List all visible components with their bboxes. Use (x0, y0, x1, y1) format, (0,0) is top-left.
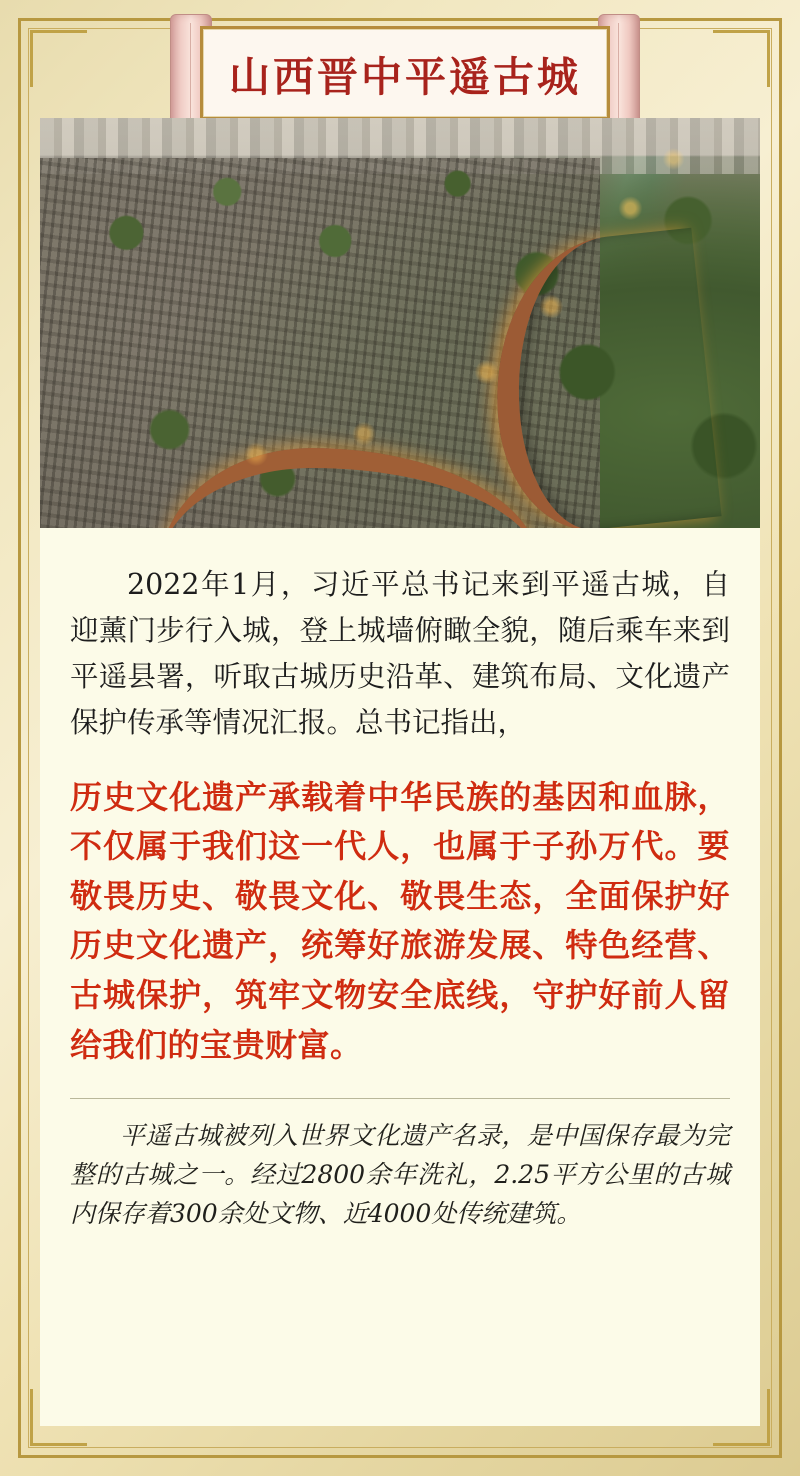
corner-ornament-top-left (30, 30, 87, 87)
lead-paragraph: 2022年1月，习近平总书记来到平遥古城，自迎薰门步行入城，登上城墙俯瞰全貌，随后乘车来到平遥县署，听取古城历史沿革、建筑布局、文化遗产保护传承等情况汇报。总书记指出， (70, 568, 730, 740)
title-banner-body (200, 26, 610, 120)
highlighted-quote: 历史文化遗产承载着中华民族的基因和血脉，不仅属于我们这一代人，也属于子孙万代。要敬畏历史、敬畏文化、敬畏生态，全面保护好历史文化遗产，统筹好旅游发展、特色经营、古城保护，筑牢文物安全底线，守护好前人留给我们的宝贵财富。 (70, 777, 730, 1064)
section-divider (70, 1098, 730, 1099)
hero-photo-image (40, 118, 760, 528)
corner-ornament-top-right (713, 30, 770, 87)
footnote-paragraph: 平遥古城被列入世界文化遗产名录，是中国保存最为完整的古城之一。经过2800余年洗礼，2.25平方公里的古城内保存着300余处文物、近4000处传统建筑。 (70, 1121, 730, 1228)
text-card (40, 528, 760, 1426)
page-title: 山西晋中平遥古城 (229, 52, 581, 101)
title-banner (170, 14, 640, 132)
hero-photo (40, 118, 760, 528)
photo-lights-layer (40, 118, 760, 528)
